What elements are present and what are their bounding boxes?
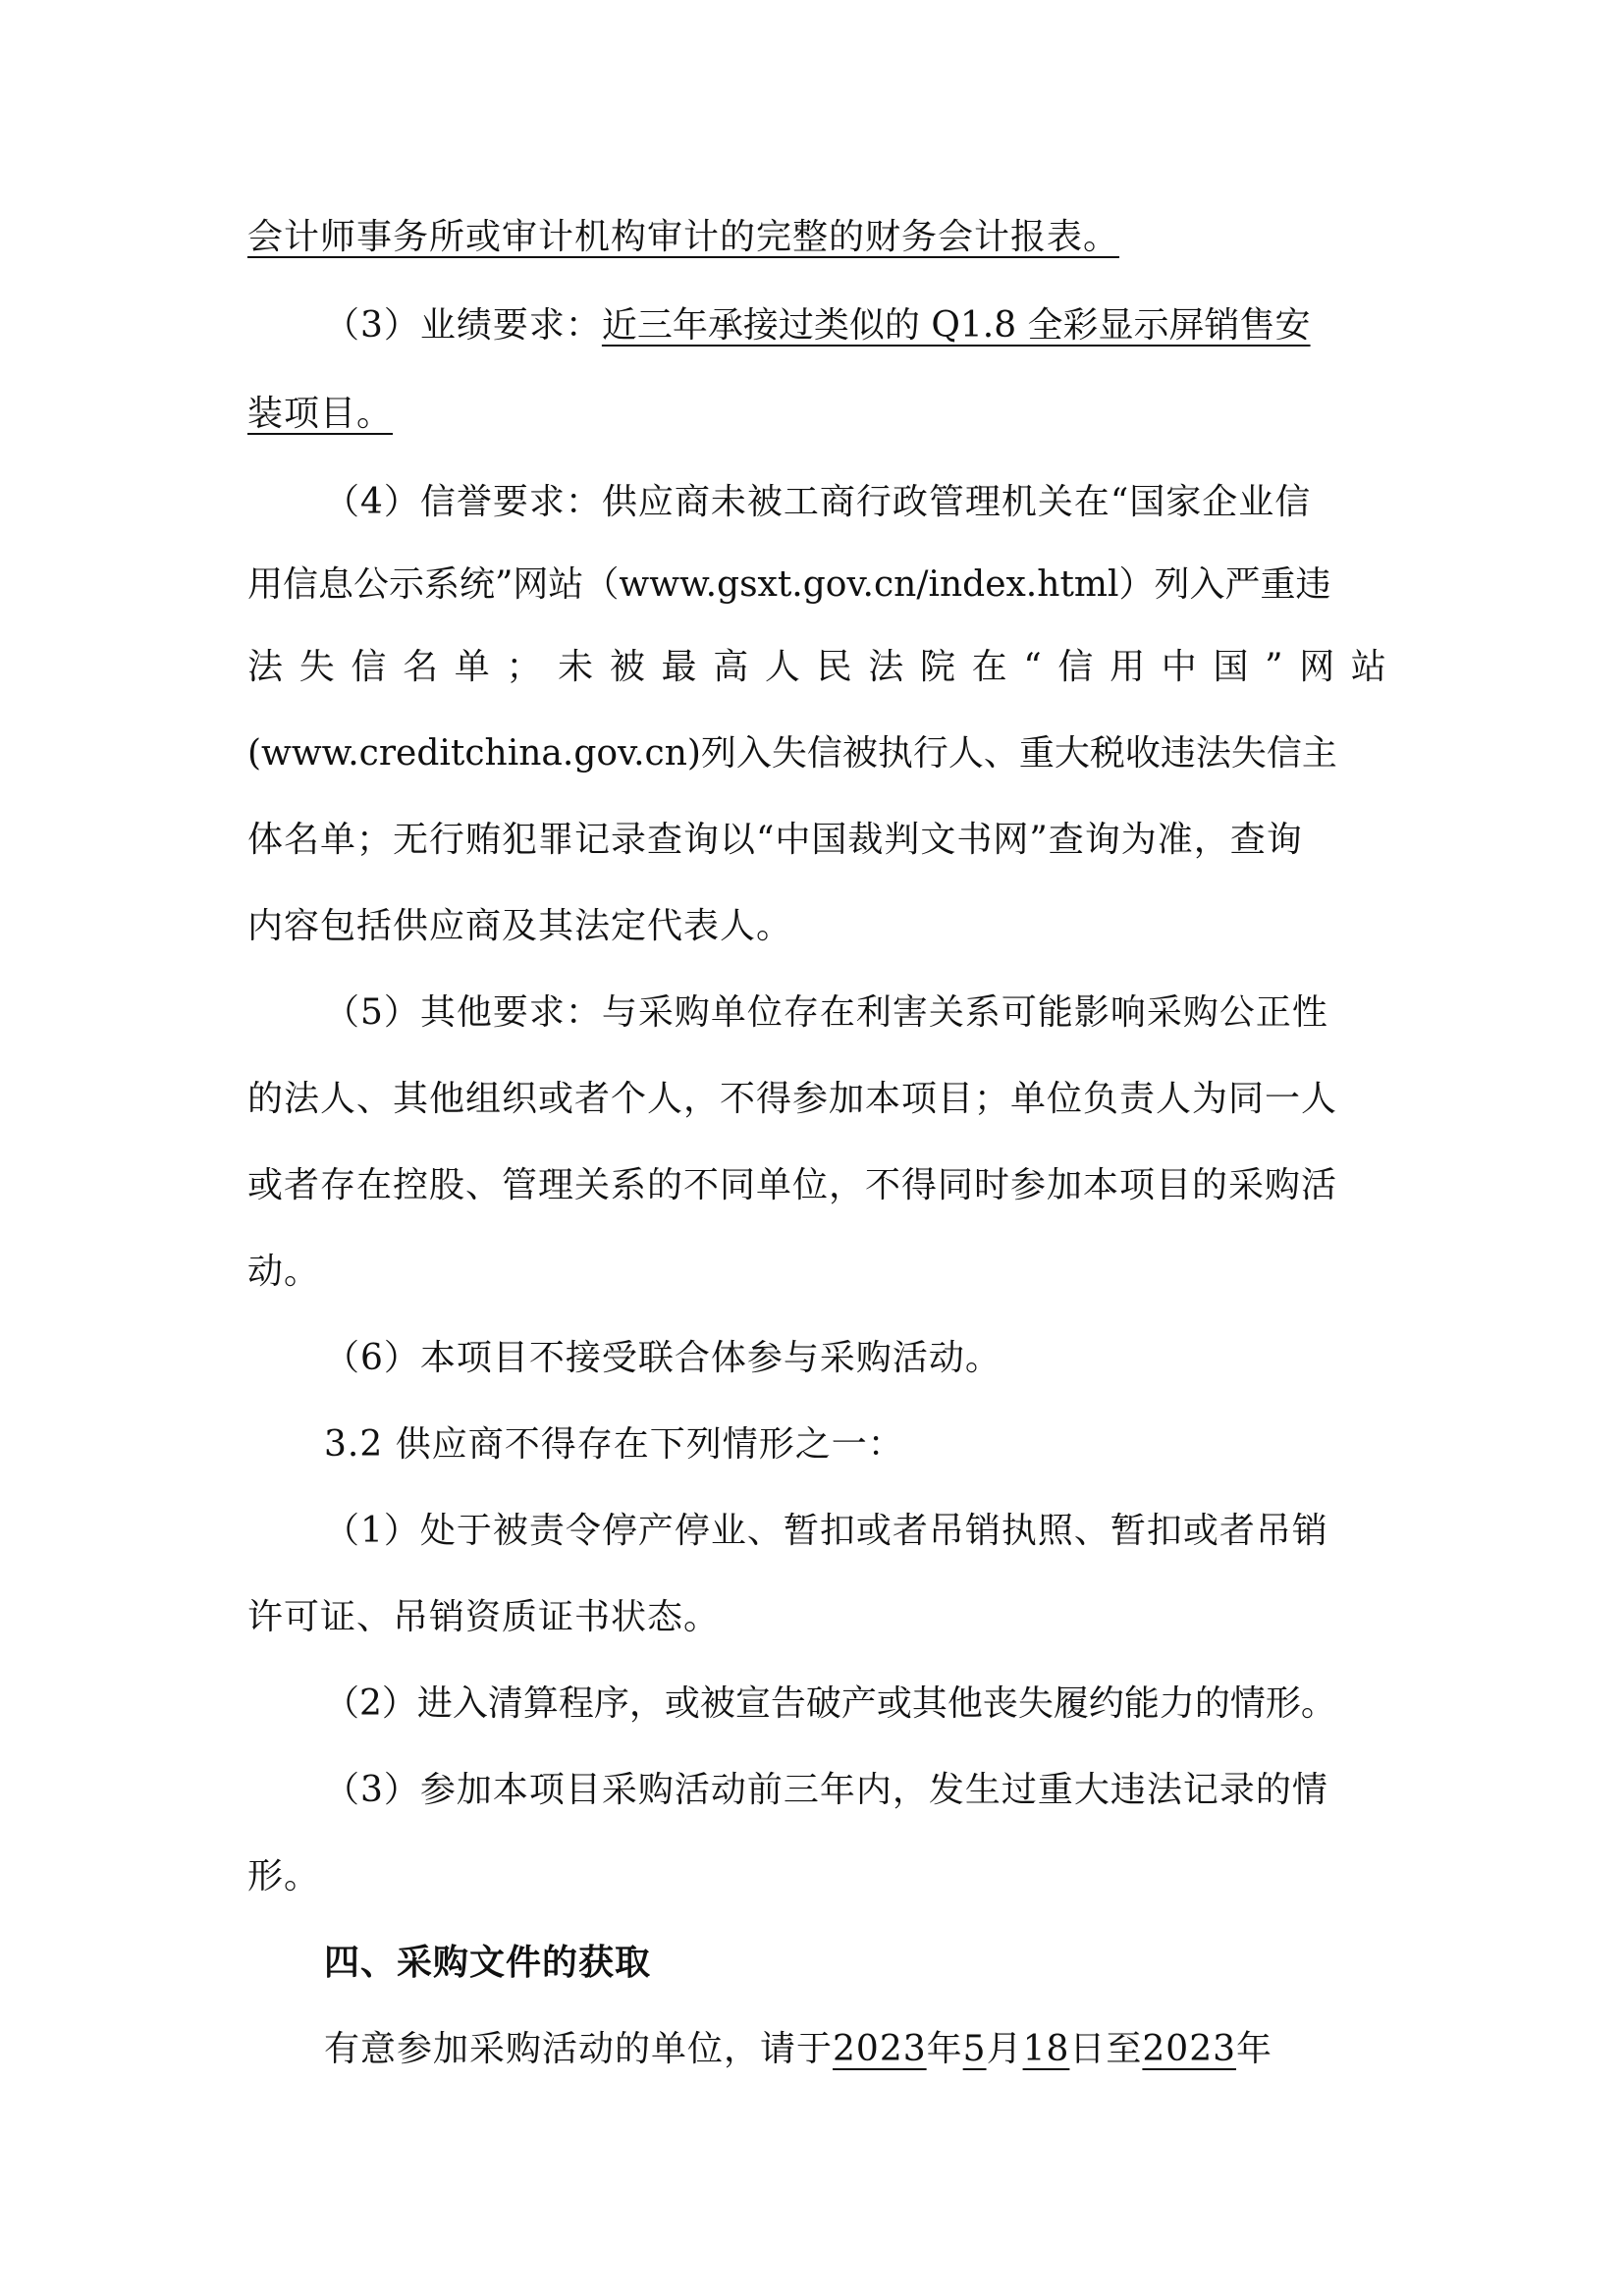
paragraph-text: (www.creditchina.gov.cn)列入失信被执行人、重大税收违法失信主	[247, 733, 1337, 774]
text-line-credit-website	[247, 556, 1386, 614]
date-year-start: 2023	[833, 2029, 927, 2069]
char: 失	[298, 647, 335, 687]
paragraph-text: 日至	[1069, 2029, 1143, 2069]
text-line-performance-requirement	[324, 296, 1386, 355]
text-line-exclusion-2	[324, 1675, 1386, 1734]
text-line-other-requirements-4	[247, 1243, 1386, 1302]
text-line-credit-china	[247, 724, 1386, 783]
char: 民	[816, 647, 852, 687]
text-line-exclusion-3	[324, 1761, 1386, 1820]
text-line-bribery-record	[247, 811, 1386, 870]
text-line-audit-statement	[247, 208, 1386, 267]
date-month-start: 5	[962, 2029, 987, 2069]
paragraph-text: （2）进入清算程序，或被宣告破产或其他丧失履约能力的情形。	[324, 1683, 1336, 1724]
char: 单	[454, 647, 490, 687]
paragraph-text: 动。	[247, 1252, 321, 1292]
underlined-text: 近三年承接过类似的 Q1.8 全彩显示屏销售安	[601, 305, 1311, 346]
char: 用	[1110, 647, 1146, 687]
char: 法	[247, 647, 284, 687]
paragraph-text: 3.2 供应商不得存在下列情形之一：	[324, 1424, 904, 1465]
paragraph-text: 年	[1236, 2029, 1273, 2069]
text-line-exclusion-1	[324, 1502, 1386, 1561]
paragraph-text: （4）信誉要求：供应商未被工商行政管理机关在“国家企业信	[324, 482, 1312, 522]
char: 信	[1057, 647, 1094, 687]
paragraph-text: （1）处于被责令停产停业、暂扣或者吊销执照、暂扣或者吊销	[324, 1511, 1328, 1551]
underlined-text: 会计师事务所或审计机构审计的完整的财务会计报表。	[247, 217, 1120, 257]
paragraph-text: 的法人、其他组织或者个人，不得参加本项目；单位负责人为同一人	[247, 1079, 1338, 1119]
char: ；	[506, 647, 542, 687]
paragraph-text: 月	[986, 2029, 1023, 2069]
clause-label: （3）业绩要求：	[324, 305, 602, 346]
char: 人	[764, 647, 800, 687]
date-day-start: 18	[1022, 2029, 1070, 2069]
text-line-credit-blacklist	[247, 638, 1386, 697]
text-line-exclusion-3-continued	[247, 1847, 1386, 1906]
paragraph-text: 年	[926, 2029, 963, 2069]
char: 未	[558, 647, 594, 687]
text-line-other-requirements	[324, 984, 1386, 1042]
char: 最	[661, 647, 697, 687]
char: ”	[1265, 647, 1283, 687]
char: 高	[713, 647, 749, 687]
char: 被	[609, 647, 645, 687]
text-line-exclusion-1-continued	[247, 1588, 1386, 1647]
text-line-performance-continued	[247, 385, 1386, 444]
char: 信	[351, 647, 387, 687]
paragraph-text: 有意参加采购活动的单位，请于	[324, 2029, 834, 2069]
paragraph-text: （6）本项目不接受联合体参与采购活动。	[324, 1338, 1001, 1378]
paragraph-text: 内容包括供应商及其法定代表人。	[247, 906, 793, 946]
paragraph-text: （5）其他要求：与采购单位存在利害关系可能影响采购公正性	[324, 992, 1328, 1033]
char: 国	[1213, 647, 1249, 687]
text-line-acquisition-date	[324, 2020, 1386, 2079]
char: 法	[868, 647, 904, 687]
paragraph-text: 许可证、吊销资质证书状态。	[247, 1597, 721, 1637]
paragraph-text: 用信息公示系统”网站（www.gsxt.gov.cn/index.html）列入严重违	[247, 564, 1331, 605]
paragraph-text: （3）参加本项目采购活动前三年内，发生过重大违法记录的情	[324, 1770, 1328, 1810]
text-line-credit-requirement	[324, 473, 1386, 532]
date-year-end: 2023	[1142, 2029, 1237, 2069]
text-line-no-consortium	[324, 1329, 1386, 1388]
text-line-other-requirements-3	[247, 1156, 1386, 1215]
char: 在	[971, 647, 1007, 687]
text-line-section-3-2	[324, 1415, 1386, 1474]
char: “	[1023, 647, 1042, 687]
paragraph-text: 或者存在控股、管理关系的不同单位，不得同时参加本项目的采购活	[247, 1165, 1338, 1205]
section-heading-text: 四、采购文件的获取	[324, 1943, 652, 1983]
char: 中	[1161, 647, 1197, 687]
section-heading	[324, 1934, 1386, 1993]
paragraph-text: 体名单；无行贿犯罪记录查询以“中国裁判文书网”查询为准，查询	[247, 820, 1303, 860]
text-line-other-requirements-2	[247, 1070, 1386, 1129]
char: 网	[1299, 647, 1335, 687]
underlined-text: 装项目。	[247, 394, 394, 434]
char: 院	[919, 647, 955, 687]
char: 站	[1350, 647, 1386, 687]
text-line-inquiry-scope	[247, 897, 1386, 956]
char: 名	[403, 647, 439, 687]
paragraph-text: 形。	[247, 1856, 321, 1896]
